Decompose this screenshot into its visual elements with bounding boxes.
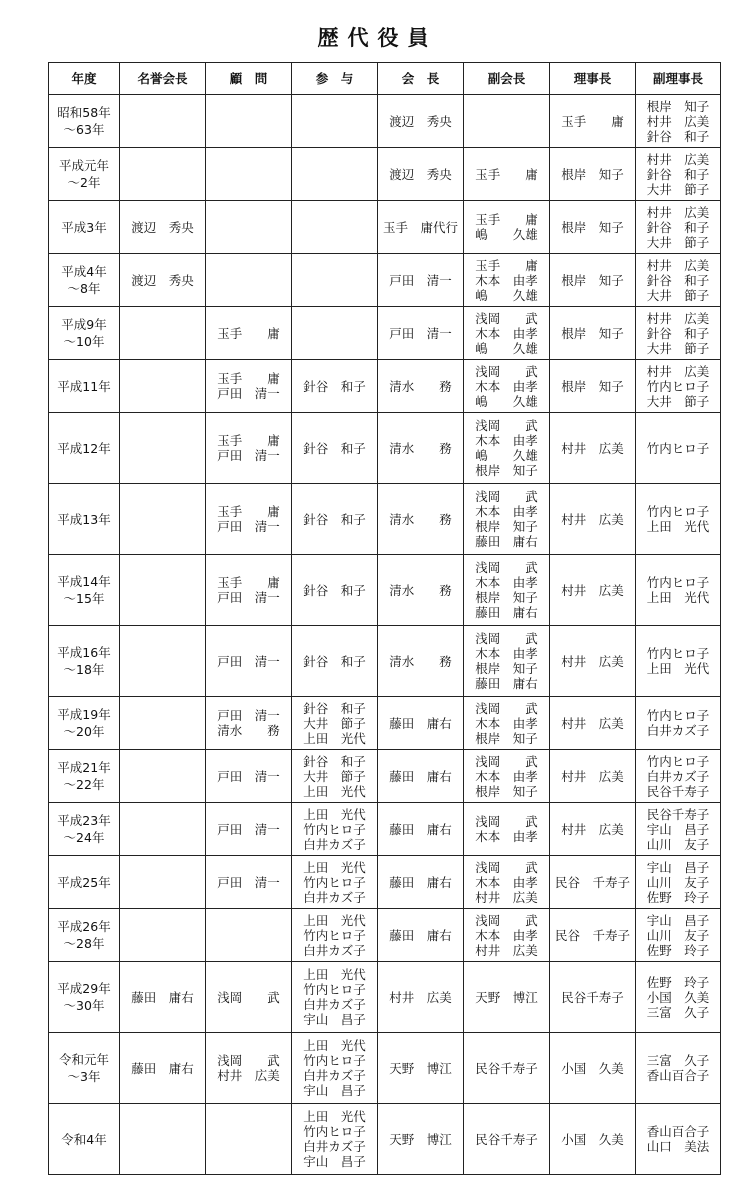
cell-vice-chair: 浅岡 武 木本 由孝 村井 広美 <box>464 909 550 962</box>
table-row <box>49 909 721 962</box>
cell-chair: 清水 務 <box>378 555 464 626</box>
cell-counselor: 上田 光代 竹内ヒロ子 白井カズ子 <box>292 803 378 856</box>
cell-honorary-chair: 藤田 庸右 <box>120 1033 206 1104</box>
cell-counselor: 上田 光代 竹内ヒロ子 白井カズ子 <box>292 909 378 962</box>
cell-honorary-chair <box>120 555 206 626</box>
cell-director: 根岸 知子 <box>550 201 636 254</box>
table-row <box>49 484 721 555</box>
cell-vice-director: 村井 広美 針谷 和子 大井 節子 <box>636 201 721 254</box>
cell-vice-chair: 民谷千寿子 <box>464 1033 550 1104</box>
cell-honorary-chair <box>120 909 206 962</box>
cell-counselor <box>292 307 378 360</box>
cell-counselor: 上田 光代 竹内ヒロ子 白井カズ子 <box>292 856 378 909</box>
cell-counselor: 上田 光代 竹内ヒロ子 白井カズ子 宇山 昌子 <box>292 1104 378 1175</box>
cell-vice-director: 村井 広美 竹内ヒロ子 大井 節子 <box>636 360 721 413</box>
cell-director: 村井 広美 <box>550 803 636 856</box>
cell-chair: 玉手 庸代行 <box>378 201 464 254</box>
table-row <box>49 856 721 909</box>
cell-counselor: 針谷 和子 <box>292 555 378 626</box>
cell-counselor: 針谷 和子 <box>292 413 378 484</box>
table-row <box>49 1104 721 1175</box>
cell-counselor: 針谷 和子 <box>292 484 378 555</box>
cell-director: 民谷 千寿子 <box>550 856 636 909</box>
table-row <box>49 750 721 803</box>
cell-year: 平成16年 ～18年 <box>49 626 120 697</box>
header-vice-chair: 副会長 <box>464 63 550 95</box>
table-row <box>49 95 721 148</box>
cell-director: 民谷 千寿子 <box>550 909 636 962</box>
page-title: 歴代役員 <box>317 26 438 50</box>
cell-honorary-chair <box>120 307 206 360</box>
cell-director: 村井 広美 <box>550 697 636 750</box>
cell-vice-chair: 浅岡 武 木本 由孝 根岸 知子 藤田 庸右 <box>464 484 550 555</box>
cell-director: 根岸 知子 <box>550 307 636 360</box>
cell-director: 根岸 知子 <box>550 148 636 201</box>
table-row <box>49 307 721 360</box>
cell-vice-director: 村井 広美 針谷 和子 大井 節子 <box>636 254 721 307</box>
cell-director: 村井 広美 <box>550 555 636 626</box>
header-advisor: 顧 問 <box>206 63 292 95</box>
cell-year: 平成26年 ～28年 <box>49 909 120 962</box>
cell-director: 小国 久美 <box>550 1104 636 1175</box>
cell-director: 根岸 知子 <box>550 254 636 307</box>
cell-director: 小国 久美 <box>550 1033 636 1104</box>
cell-director: 根岸 知子 <box>550 360 636 413</box>
cell-vice-chair <box>464 95 550 148</box>
cell-vice-director: 村井 広美 針谷 和子 大井 節子 <box>636 307 721 360</box>
header-counselor: 参 与 <box>292 63 378 95</box>
cell-chair: 天野 博江 <box>378 1104 464 1175</box>
cell-chair: 戸田 清一 <box>378 254 464 307</box>
cell-vice-chair: 浅岡 武 木本 由孝 根岸 知子 <box>464 697 550 750</box>
cell-year: 平成9年 ～10年 <box>49 307 120 360</box>
cell-year: 平成25年 <box>49 856 120 909</box>
cell-year: 平成19年 ～20年 <box>49 697 120 750</box>
cell-advisor <box>206 95 292 148</box>
cell-honorary-chair: 藤田 庸右 <box>120 962 206 1033</box>
cell-vice-chair: 浅岡 武 木本 由孝 嶋 久雄 <box>464 307 550 360</box>
cell-honorary-chair: 渡辺 秀央 <box>120 201 206 254</box>
cell-counselor: 針谷 和子 <box>292 626 378 697</box>
cell-vice-chair: 浅岡 武 木本 由孝 嶋 久雄 <box>464 360 550 413</box>
cell-vice-chair: 浅岡 武 木本 由孝 <box>464 803 550 856</box>
cell-counselor: 針谷 和子 大井 節子 上田 光代 <box>292 697 378 750</box>
cell-advisor: 戸田 清一 <box>206 626 292 697</box>
cell-vice-chair: 玉手 庸 嶋 久雄 <box>464 201 550 254</box>
cell-advisor: 浅岡 武 <box>206 962 292 1033</box>
table-row <box>49 803 721 856</box>
cell-vice-director: 村井 広美 針谷 和子 大井 節子 <box>636 148 721 201</box>
table-row <box>49 360 721 413</box>
cell-year: 令和元年 ～3年 <box>49 1033 120 1104</box>
cell-counselor <box>292 201 378 254</box>
cell-counselor <box>292 95 378 148</box>
cell-vice-director: 根岸 知子 村井 広美 針谷 和子 <box>636 95 721 148</box>
cell-vice-director: 宇山 昌子 山川 友子 佐野 玲子 <box>636 856 721 909</box>
cell-director: 村井 広美 <box>550 626 636 697</box>
cell-advisor: 玉手 庸 戸田 清一 <box>206 484 292 555</box>
cell-director: 民谷千寿子 <box>550 962 636 1033</box>
cell-chair: 清水 務 <box>378 360 464 413</box>
cell-year: 平成3年 <box>49 201 120 254</box>
cell-honorary-chair <box>120 360 206 413</box>
cell-chair: 藤田 庸右 <box>378 856 464 909</box>
cell-honorary-chair <box>120 856 206 909</box>
cell-vice-director: 香山百合子 山口 美法 <box>636 1104 721 1175</box>
cell-vice-chair: 天野 博江 <box>464 962 550 1033</box>
cell-honorary-chair <box>120 803 206 856</box>
cell-vice-director: 竹内ヒロ子 <box>636 413 721 484</box>
cell-advisor: 戸田 清一 <box>206 803 292 856</box>
cell-chair: 渡辺 秀央 <box>378 148 464 201</box>
cell-chair: 清水 務 <box>378 413 464 484</box>
cell-counselor: 上田 光代 竹内ヒロ子 白井カズ子 宇山 昌子 <box>292 962 378 1033</box>
header-vice-director: 副理事長 <box>636 63 721 95</box>
cell-vice-chair: 民谷千寿子 <box>464 1104 550 1175</box>
cell-year: 平成11年 <box>49 360 120 413</box>
cell-advisor <box>206 909 292 962</box>
cell-vice-director: 三富 久子 香山百合子 <box>636 1033 721 1104</box>
cell-advisor <box>206 148 292 201</box>
cell-vice-chair: 浅岡 武 木本 由孝 根岸 知子 藤田 庸右 <box>464 626 550 697</box>
cell-director: 村井 広美 <box>550 413 636 484</box>
cell-vice-director: 民谷千寿子 宇山 昌子 山川 友子 <box>636 803 721 856</box>
cell-advisor: 戸田 清一 <box>206 856 292 909</box>
table-row <box>49 201 721 254</box>
cell-advisor: 戸田 清一 <box>206 750 292 803</box>
cell-honorary-chair <box>120 484 206 555</box>
cell-chair: 清水 務 <box>378 484 464 555</box>
table-row <box>49 962 721 1033</box>
cell-advisor: 玉手 庸 戸田 清一 <box>206 555 292 626</box>
table-row <box>49 555 721 626</box>
table-row <box>49 1033 721 1104</box>
cell-year: 昭和58年 ～63年 <box>49 95 120 148</box>
cell-advisor: 玉手 庸 戸田 清一 <box>206 413 292 484</box>
cell-honorary-chair <box>120 750 206 803</box>
table-row <box>49 413 721 484</box>
cell-director: 玉手 庸 <box>550 95 636 148</box>
cell-honorary-chair <box>120 626 206 697</box>
cell-honorary-chair <box>120 148 206 201</box>
cell-vice-chair: 浅岡 武 木本 由孝 嶋 久雄 根岸 知子 <box>464 413 550 484</box>
cell-chair: 藤田 庸右 <box>378 697 464 750</box>
cell-vice-chair: 浅岡 武 木本 由孝 根岸 知子 藤田 庸右 <box>464 555 550 626</box>
cell-year: 平成21年 ～22年 <box>49 750 120 803</box>
cell-director: 村井 広美 <box>550 484 636 555</box>
cell-advisor: 浅岡 武 村井 広美 <box>206 1033 292 1104</box>
cell-director: 村井 広美 <box>550 750 636 803</box>
table-row <box>49 697 721 750</box>
header-chair: 会 長 <box>378 63 464 95</box>
cell-year: 令和4年 <box>49 1104 120 1175</box>
officers-table <box>48 62 721 1175</box>
table-header-row <box>49 63 721 95</box>
header-director: 理事長 <box>550 63 636 95</box>
cell-chair: 藤田 庸右 <box>378 909 464 962</box>
cell-vice-director: 宇山 昌子 山川 友子 佐野 玲子 <box>636 909 721 962</box>
cell-honorary-chair <box>120 95 206 148</box>
cell-chair: 戸田 清一 <box>378 307 464 360</box>
cell-chair: 清水 務 <box>378 626 464 697</box>
cell-advisor: 玉手 庸 戸田 清一 <box>206 360 292 413</box>
cell-year: 平成4年 ～8年 <box>49 254 120 307</box>
cell-vice-chair: 玉手 庸 木本 由孝 嶋 久雄 <box>464 254 550 307</box>
cell-honorary-chair <box>120 1104 206 1175</box>
header-honorary-chair: 名誉会長 <box>120 63 206 95</box>
cell-vice-director: 竹内ヒロ子 白井カズ子 民谷千寿子 <box>636 750 721 803</box>
cell-chair: 渡辺 秀央 <box>378 95 464 148</box>
cell-advisor <box>206 201 292 254</box>
cell-vice-director: 竹内ヒロ子 上田 光代 <box>636 555 721 626</box>
cell-year: 平成23年 ～24年 <box>49 803 120 856</box>
cell-honorary-chair: 渡辺 秀央 <box>120 254 206 307</box>
cell-year: 平成14年 ～15年 <box>49 555 120 626</box>
cell-advisor: 戸田 清一 清水 務 <box>206 697 292 750</box>
cell-honorary-chair <box>120 413 206 484</box>
cell-year: 平成12年 <box>49 413 120 484</box>
header-year: 年度 <box>49 63 120 95</box>
cell-year: 平成13年 <box>49 484 120 555</box>
cell-counselor <box>292 254 378 307</box>
table-row <box>49 254 721 307</box>
table-row <box>49 626 721 697</box>
cell-vice-director: 竹内ヒロ子 上田 光代 <box>636 484 721 555</box>
cell-vice-chair: 玉手 庸 <box>464 148 550 201</box>
cell-vice-director: 竹内ヒロ子 白井カズ子 <box>636 697 721 750</box>
cell-honorary-chair <box>120 697 206 750</box>
cell-counselor <box>292 148 378 201</box>
cell-chair: 藤田 庸右 <box>378 750 464 803</box>
cell-year: 平成元年 ～2年 <box>49 148 120 201</box>
cell-counselor: 針谷 和子 <box>292 360 378 413</box>
cell-advisor: 玉手 庸 <box>206 307 292 360</box>
cell-chair: 村井 広美 <box>378 962 464 1033</box>
cell-advisor <box>206 1104 292 1175</box>
cell-advisor <box>206 254 292 307</box>
cell-vice-chair: 浅岡 武 木本 由孝 根岸 知子 <box>464 750 550 803</box>
cell-year: 平成29年 ～30年 <box>49 962 120 1033</box>
cell-chair: 天野 博江 <box>378 1033 464 1104</box>
cell-vice-director: 竹内ヒロ子 上田 光代 <box>636 626 721 697</box>
cell-counselor: 上田 光代 竹内ヒロ子 白井カズ子 宇山 昌子 <box>292 1033 378 1104</box>
cell-vice-director: 佐野 玲子 小国 久美 三富 久子 <box>636 962 721 1033</box>
cell-chair: 藤田 庸右 <box>378 803 464 856</box>
cell-vice-chair: 浅岡 武 木本 由孝 村井 広美 <box>464 856 550 909</box>
cell-counselor: 針谷 和子 大井 節子 上田 光代 <box>292 750 378 803</box>
table-row <box>49 148 721 201</box>
